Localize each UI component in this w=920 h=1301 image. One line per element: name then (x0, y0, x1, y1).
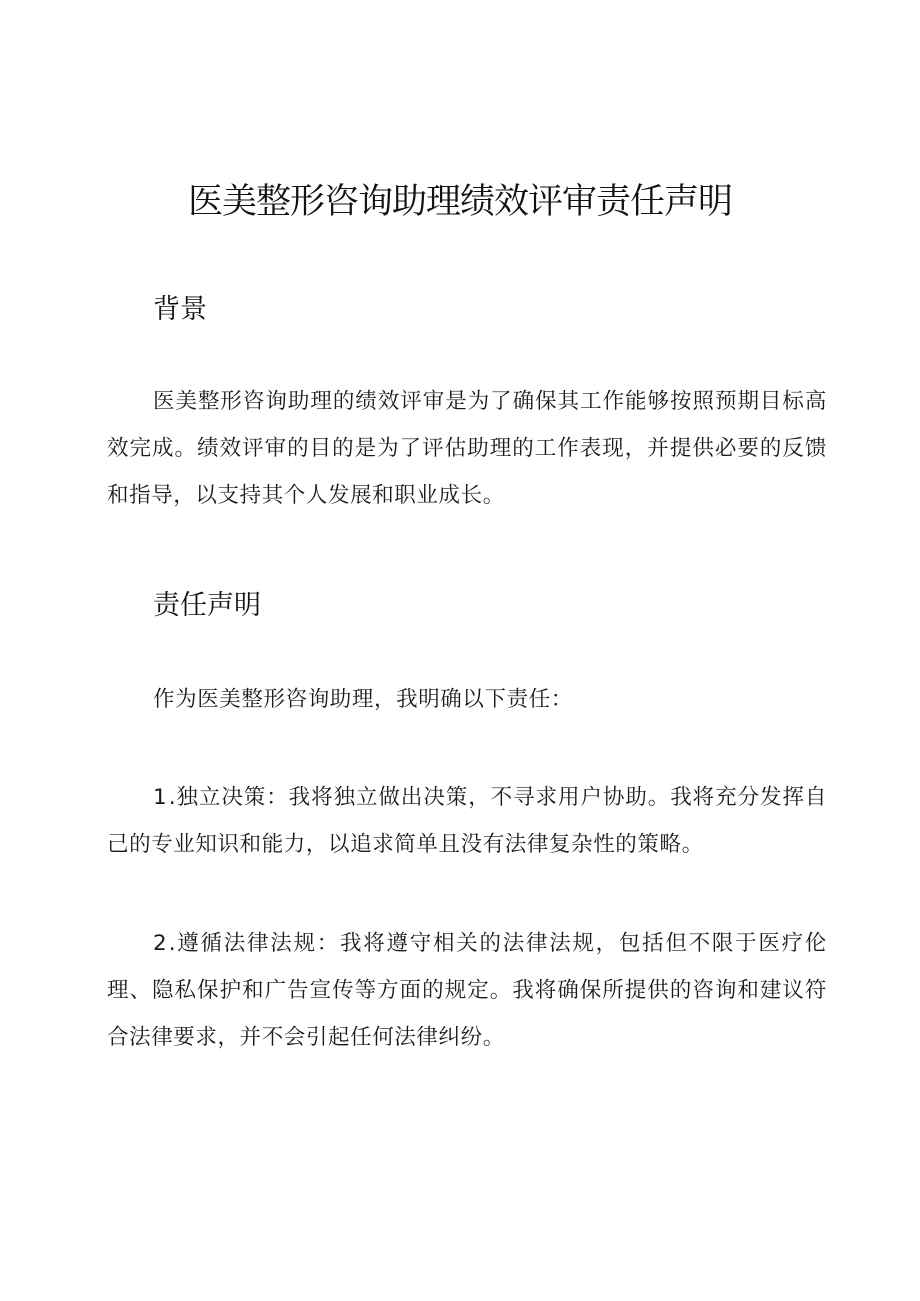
section-heading-responsibility: 责任声明 (153, 590, 261, 621)
responsibility-item-2 (107, 920, 827, 1061)
responsibility-item-1 (107, 774, 827, 868)
responsibility-intro: 作为医美整形咨询助理，我明确以下责任： (153, 687, 573, 712)
item-text: .独立决策：我将独立做出决策，不寻求用户协助。我将充分发挥自己的专业知识和能力，以追求简单且没有法律复杂性的策略。 (107, 785, 827, 857)
item-text: .遵循法律法规：我将遵守相关的法律法规，包括但不限于医疗伦理、隐私保护和广告宣传等方面的规定。我将确保所提供的咨询和建议符合法律要求，并不会引起任何法律纠纷。 (107, 931, 827, 1050)
item-number: 1 (153, 785, 169, 810)
background-paragraph: 医美整形咨询助理的绩效评审是为了确保其工作能够按照预期目标高效完成。绩效评审的目的是为了评估助理的工作表现，并提供必要的反馈和指导，以支持其个人发展和职业成长。 (107, 389, 827, 508)
item-number: 2 (153, 931, 169, 956)
section-heading-background: 背景 (153, 294, 207, 325)
document-title: 医美整形咨询助理绩效评审责任声明 (187, 182, 732, 222)
